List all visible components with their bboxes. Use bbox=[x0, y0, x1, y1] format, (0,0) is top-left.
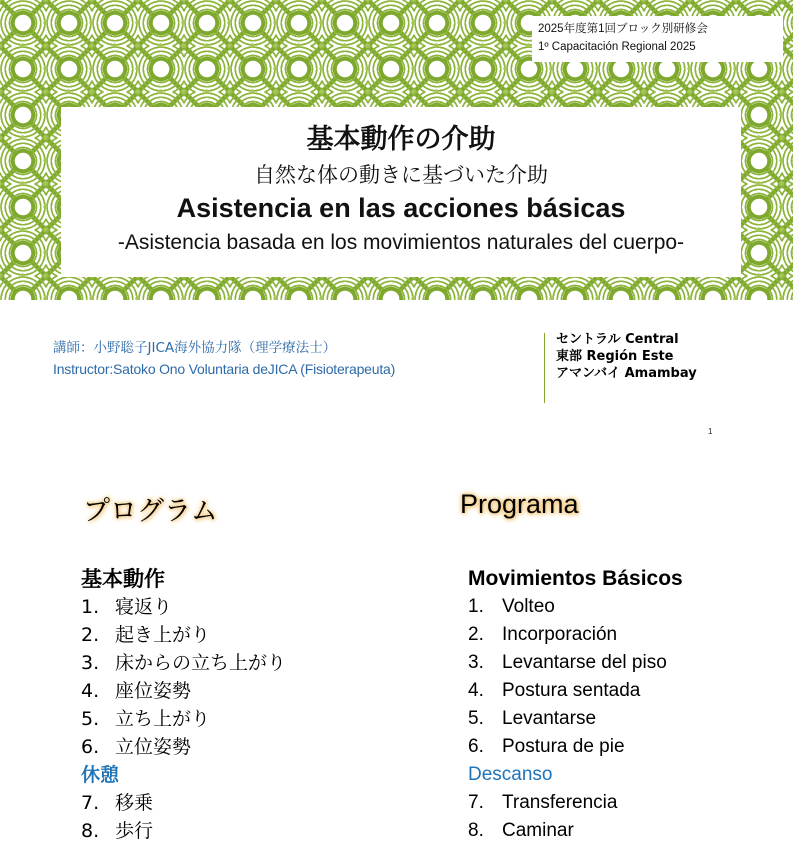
list-item bbox=[468, 817, 683, 845]
item-label: Transferencia bbox=[502, 792, 618, 813]
item-number: 5. bbox=[468, 708, 484, 729]
list-item bbox=[468, 593, 683, 621]
training-label-box bbox=[532, 16, 783, 62]
instructor-jp: 講師：小野聡子JICA海外協力隊（理学療法士） bbox=[53, 340, 337, 356]
list-item bbox=[81, 817, 286, 845]
region-item: アマンバイ Amambay bbox=[556, 366, 697, 381]
title-box bbox=[61, 107, 741, 277]
item-label: 床からの立ち上がり bbox=[115, 652, 287, 674]
program-list-es bbox=[468, 565, 683, 845]
item-label: Levantarse bbox=[502, 708, 597, 729]
item-label: Caminar bbox=[502, 820, 574, 841]
list-item bbox=[81, 621, 286, 649]
section-heading-es: Movimientos Básicos bbox=[468, 567, 683, 590]
item-number: 7. bbox=[81, 792, 100, 814]
list-item bbox=[468, 705, 683, 733]
item-number: 3. bbox=[81, 652, 100, 674]
region-list bbox=[556, 331, 697, 382]
instructor-es: Instructor:Satoko Ono Voluntaria deJICA (Fisioterapeuta) bbox=[53, 361, 396, 377]
item-number: 2. bbox=[81, 624, 100, 646]
program-list-jp bbox=[81, 565, 286, 845]
list-item bbox=[81, 677, 286, 705]
item-label: 寝返り bbox=[115, 596, 173, 618]
item-number: 6. bbox=[468, 736, 484, 757]
item-number: 1. bbox=[81, 596, 100, 618]
item-number: 4. bbox=[81, 680, 100, 702]
list-item bbox=[81, 789, 286, 817]
item-label: 立位姿勢 bbox=[115, 736, 192, 758]
item-label: 歩行 bbox=[115, 820, 154, 842]
item-label: Postura de pie bbox=[502, 736, 625, 757]
item-label: 座位姿勢 bbox=[115, 680, 192, 702]
program-title-es: Programa bbox=[460, 489, 579, 519]
list-item bbox=[468, 733, 683, 761]
list-item bbox=[468, 677, 683, 705]
training-label-es: 1º Capacitación Regional 2025 bbox=[538, 41, 696, 53]
instructor-info bbox=[53, 338, 395, 380]
list-item bbox=[81, 705, 286, 733]
region-item: 東部 Región Este bbox=[556, 349, 674, 364]
section-heading-jp: 基本動作 bbox=[81, 567, 165, 591]
item-number: 6. bbox=[81, 736, 100, 758]
slide-title-es: Asistencia en las acciones básicas bbox=[176, 193, 626, 223]
item-number: 4. bbox=[468, 680, 484, 701]
program-slide bbox=[0, 455, 793, 855]
program-title-jp: プログラム bbox=[83, 496, 218, 527]
item-number: 2. bbox=[468, 624, 484, 645]
training-label-jp: 2025年度第1回ブロック別研修会 bbox=[538, 23, 708, 35]
item-number: 5. bbox=[81, 708, 100, 730]
item-number: 8. bbox=[468, 820, 484, 841]
list-item bbox=[468, 621, 683, 649]
item-label: 立ち上がり bbox=[115, 708, 211, 730]
list-item bbox=[468, 649, 683, 677]
slide-subtitle-jp: 自然な体の動きに基づいた介助 bbox=[254, 163, 548, 187]
item-label: Levantarse del piso bbox=[502, 652, 667, 673]
region-item: セントラル Central bbox=[556, 332, 679, 347]
slide-title-jp: 基本動作の介助 bbox=[306, 124, 496, 155]
page-number: 1 bbox=[708, 427, 713, 436]
item-number: 8. bbox=[81, 820, 100, 842]
slide-subtitle-es: -Asistencia basada en los movimientos naturales del cuerpo- bbox=[117, 231, 685, 254]
list-item bbox=[81, 733, 286, 761]
list-item bbox=[81, 649, 286, 677]
item-label: 起き上がり bbox=[115, 624, 211, 646]
list-item bbox=[81, 593, 286, 621]
break-label-jp: 休憩 bbox=[81, 764, 120, 786]
item-label: 移乗 bbox=[115, 792, 154, 814]
item-number: 1. bbox=[468, 596, 484, 617]
item-label: Incorporación bbox=[502, 624, 618, 645]
divider-line bbox=[544, 333, 545, 403]
item-label: Postura sentada bbox=[502, 680, 641, 701]
item-number: 7. bbox=[468, 792, 484, 813]
item-number: 3. bbox=[468, 652, 484, 673]
item-label: Volteo bbox=[502, 596, 555, 617]
break-label-es: Descanso bbox=[468, 764, 553, 785]
list-item bbox=[468, 789, 683, 817]
